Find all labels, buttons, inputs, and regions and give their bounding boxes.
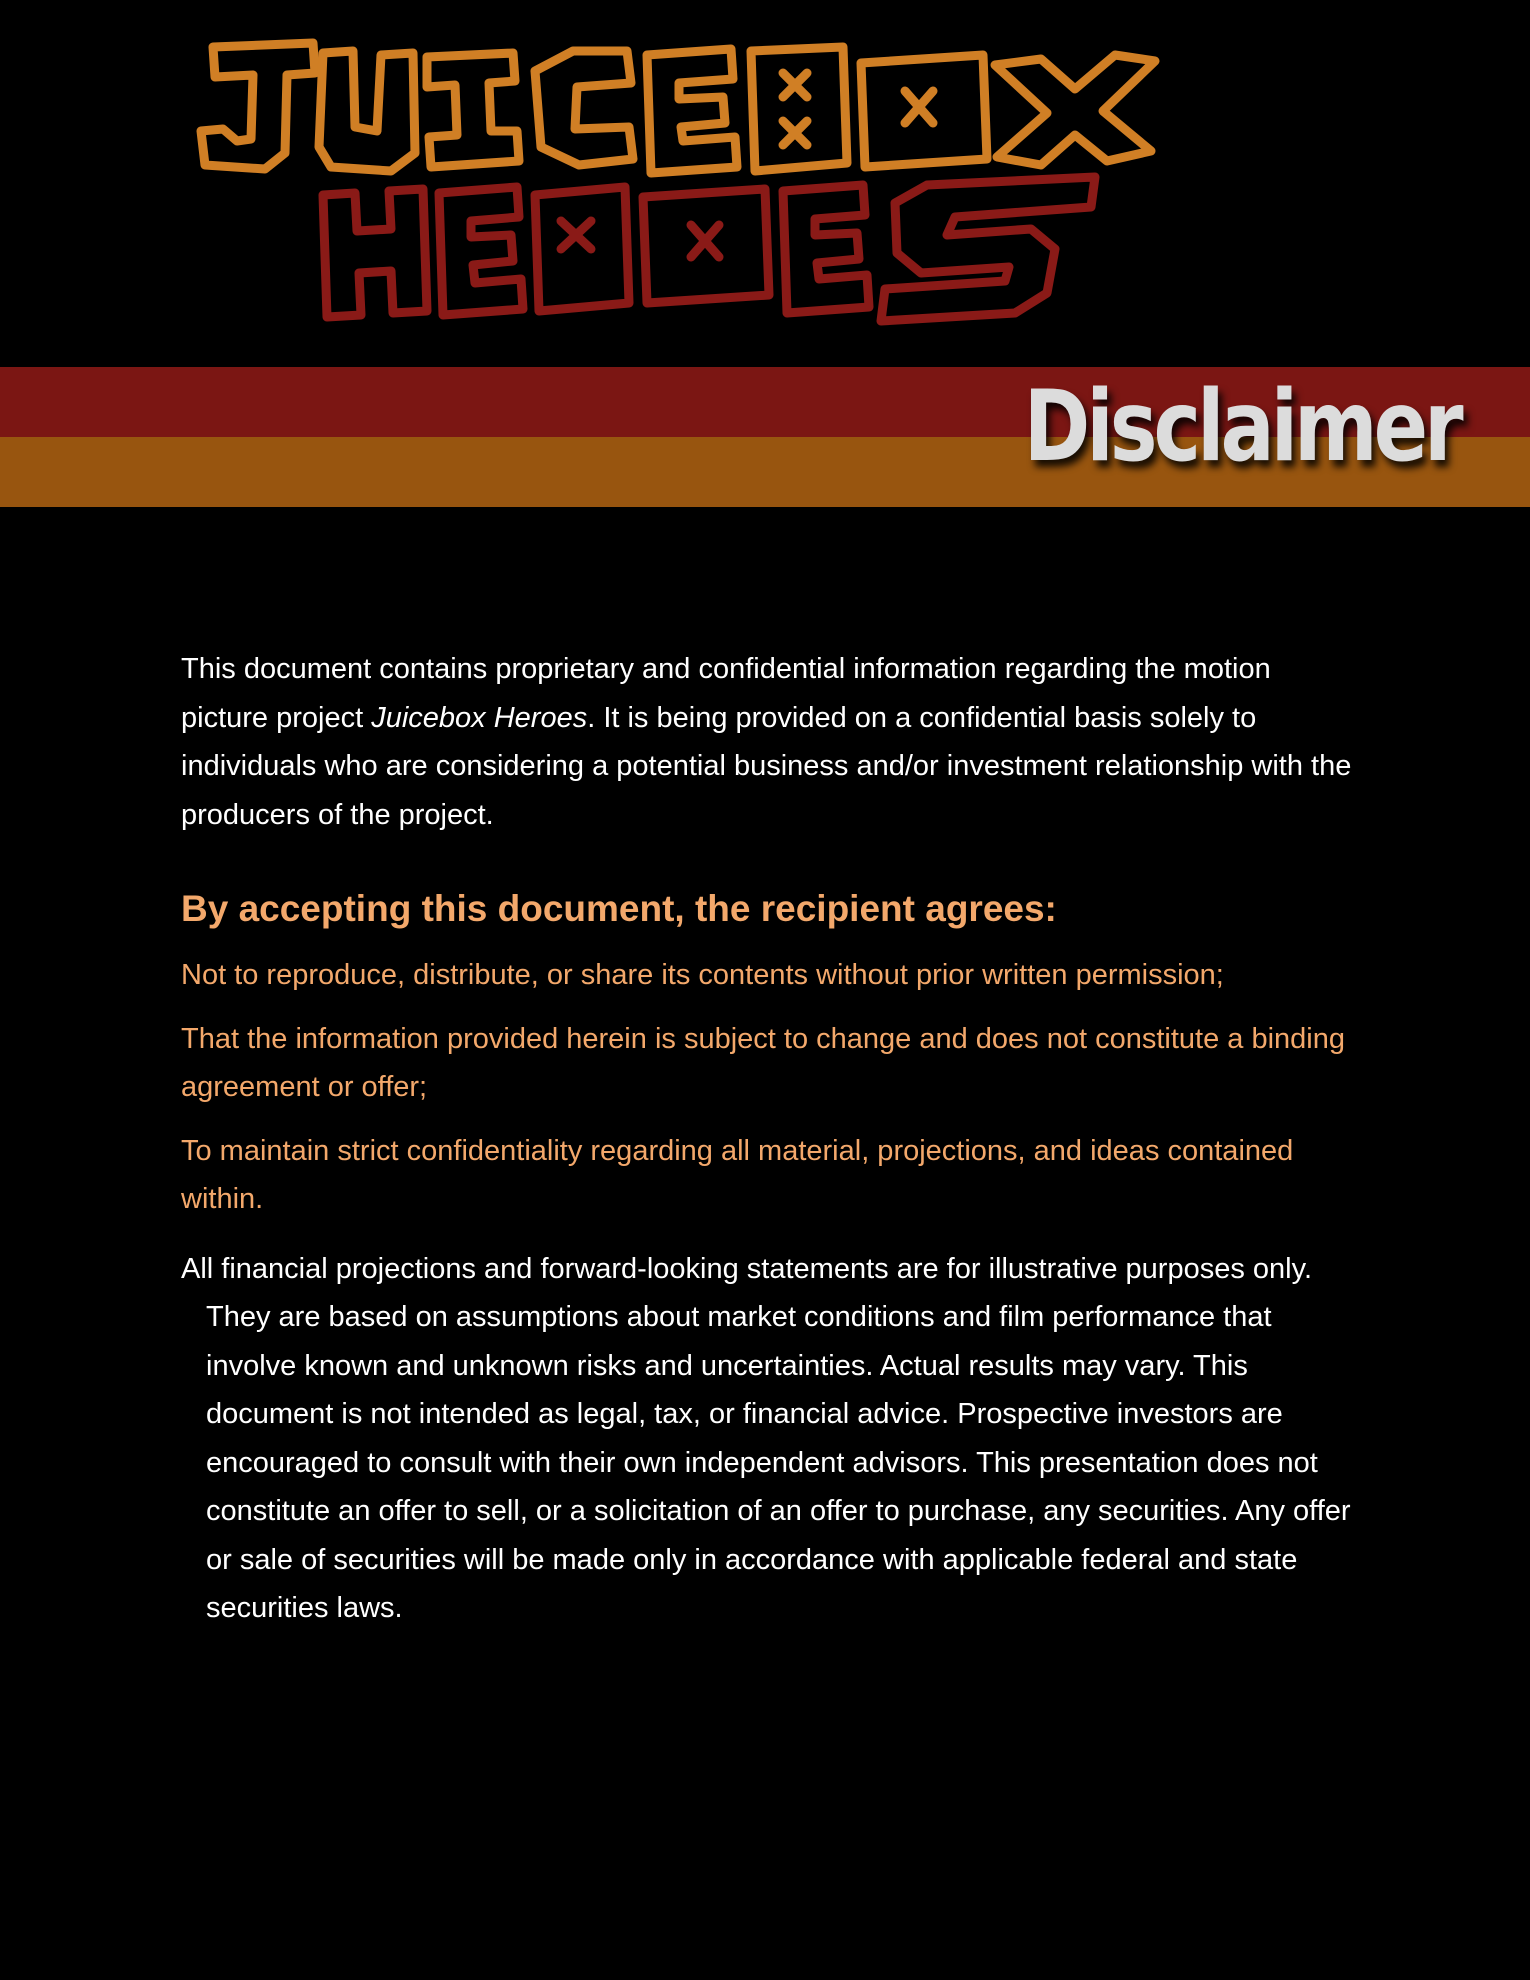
agreement-item: To maintain strict confidentiality regarding all material, projections, and ideas contained within. — [181, 1134, 1294, 1215]
intro-text-end: . It is being provided on a confidential basis solely to individuals who are considering a potential business and/or investment relationship with the producers of the project. — [181, 701, 1352, 831]
project-title: Juicebox Heroes — [371, 701, 588, 734]
page-title: Disclaimer — [1024, 370, 1460, 484]
logo-line2-heroes — [323, 177, 1095, 321]
intro-paragraph — [181, 645, 1361, 839]
logo-line1-juicebox — [201, 43, 1155, 173]
closing-paragraph: All financial projections and forward-looking statements are for illustrative purposes only. They are based on assumptions about market conditions and film performance that involve known and unknown risks and uncertainties. Actual results may vary. This document is not intended as legal, tax, or financial advice. Prospective investors are encouraged to consult with their own independent advisors. This presentation does not constitute an offer to sell, or a solicitation of an offer to purchase, any securities. Any offer or sale of securities will be made only in accordance with applicable federal and state securities laws. — [181, 1252, 1351, 1624]
juicebox-heroes-logo — [195, 35, 1335, 335]
agreement-item: Not to reproduce, distribute, or share its contents without prior written permission; — [181, 959, 1224, 991]
agreement-item: That the information provided herein is subject to change and does not constitute a binding agreement or offer; — [181, 1022, 1345, 1103]
intro-text-start: This document contains proprietary and confidential information regarding the motion picture project — [181, 653, 1271, 734]
document-body — [181, 645, 1361, 1633]
logo-artwork — [195, 35, 1335, 335]
agreement-heading: By accepting this document, the recipient agrees: — [181, 888, 1057, 929]
